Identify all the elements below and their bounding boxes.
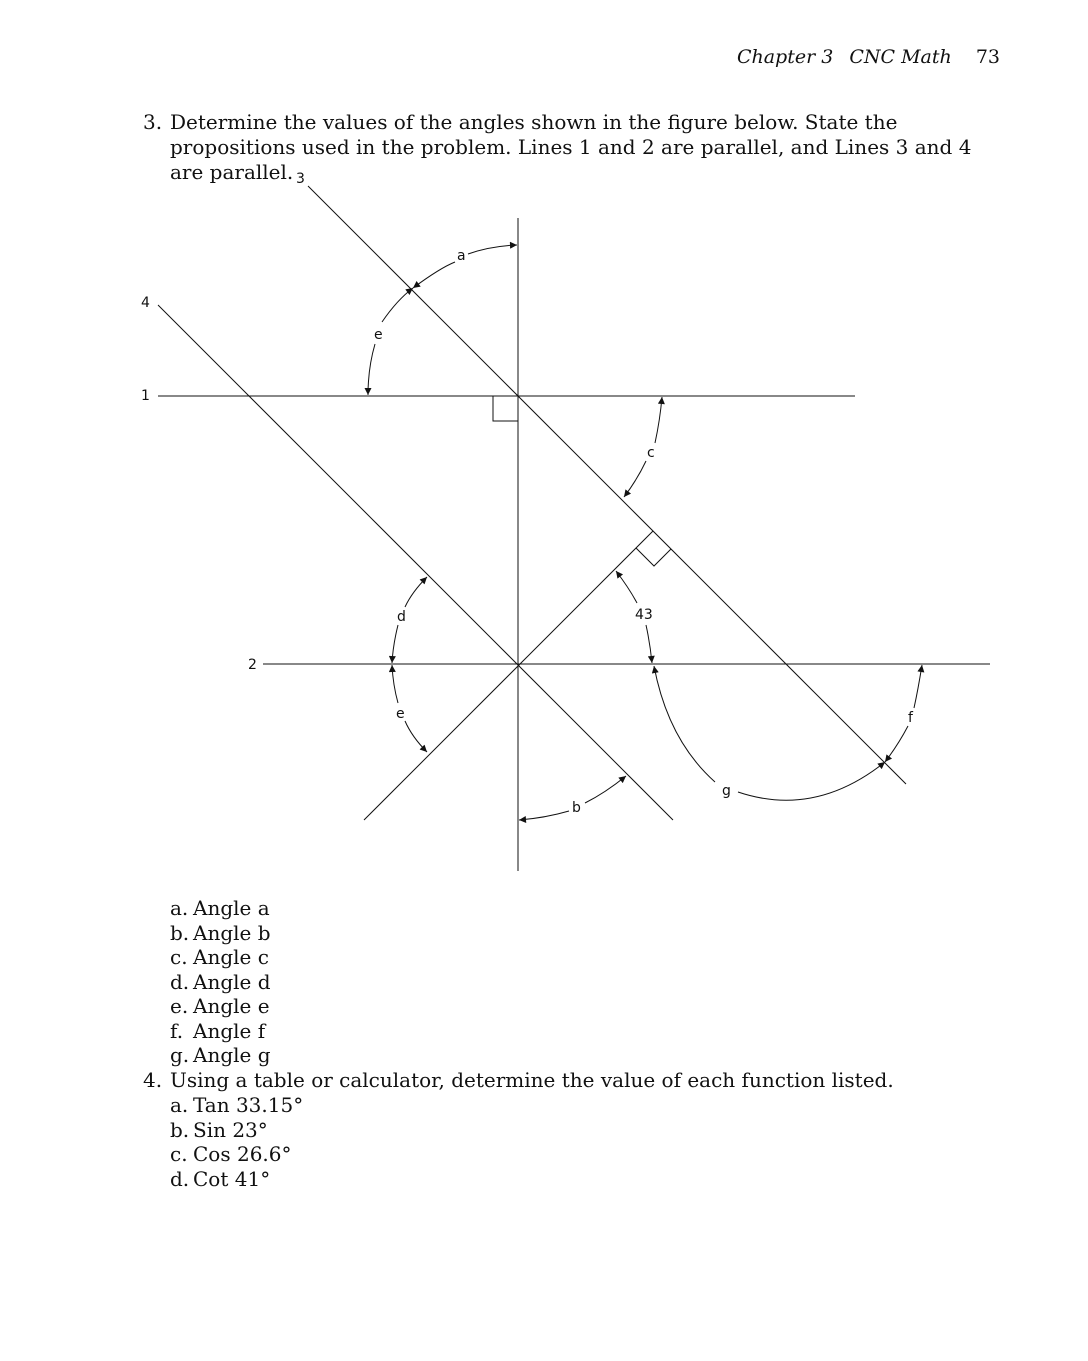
problem-number: 4. — [143, 1068, 163, 1092]
list-item — [170, 945, 271, 970]
arc-d — [392, 625, 398, 663]
arc-e-lower — [405, 721, 427, 752]
arc-a — [468, 245, 517, 254]
problem-text: Using a table or calculator, determine the value of each function listed. — [170, 1068, 894, 1092]
item-text: Angle d — [193, 969, 271, 994]
line-4 — [158, 305, 673, 820]
item-text: Angle g — [193, 1043, 271, 1067]
problem-4-items — [170, 1093, 303, 1191]
item-text: Angle a — [193, 896, 270, 920]
list-item — [170, 970, 271, 995]
item-text: Tan 33.15° — [193, 1093, 304, 1117]
line-label-3: 3 — [296, 171, 305, 187]
line-label-2: 2 — [248, 657, 257, 673]
angle-label-e-lower: e — [396, 706, 405, 722]
item-label: b. — [170, 920, 190, 945]
problem-4 — [143, 1068, 1003, 1093]
item-label: d. — [170, 1166, 190, 1191]
line-label-1: 1 — [141, 388, 150, 404]
item-label: d. — [170, 969, 190, 994]
arc-43 — [616, 571, 637, 603]
angle-label-d: d — [397, 609, 406, 625]
arc-d — [405, 577, 427, 607]
item-text: Angle f — [193, 1018, 266, 1043]
item-label: g. — [170, 1043, 190, 1067]
problem-3-items — [170, 896, 271, 1068]
perpendicular-line — [364, 531, 653, 820]
list-item — [170, 994, 271, 1019]
arc-c — [624, 461, 646, 497]
angle-label-43: 43 — [635, 607, 653, 623]
arc-b — [519, 811, 569, 820]
chapter-label: Chapter 3 — [736, 46, 834, 68]
list-item — [170, 1167, 303, 1192]
list-item — [170, 1093, 303, 1118]
item-label: c. — [170, 945, 188, 969]
item-label: c. — [170, 1142, 188, 1166]
item-text: Sin 23° — [193, 1117, 268, 1142]
list-item — [170, 896, 271, 921]
arc-a — [413, 262, 455, 288]
list-item — [170, 921, 271, 946]
item-text: Angle e — [193, 994, 270, 1018]
arc-e-upper — [368, 344, 375, 395]
item-label: a. — [170, 1093, 189, 1117]
arc-g — [654, 666, 715, 782]
item-text: Angle b — [193, 920, 271, 945]
chapter-title: CNC Math — [849, 46, 952, 68]
item-text: Cot 41° — [193, 1166, 271, 1191]
angle-label-a: a — [457, 248, 466, 264]
arc-c — [655, 397, 662, 443]
arc-f — [885, 726, 908, 762]
list-item — [170, 1019, 271, 1044]
list-item — [170, 1043, 271, 1068]
problem-number: 3. — [143, 110, 163, 134]
arc-e-upper — [382, 288, 413, 322]
problem-text: Determine the values of the angles shown in the figure below. State the propositions used in the problem. Lines 1 and 2 are parallel, and Lines 3 and 4 are parallel. — [170, 110, 972, 184]
line-3 — [308, 186, 906, 784]
item-label: e. — [170, 994, 189, 1018]
item-label: f. — [170, 1018, 184, 1043]
item-label: a. — [170, 896, 189, 920]
line-label-4: 4 — [141, 295, 150, 311]
item-text: Angle c — [193, 945, 269, 969]
angle-label-f: f — [908, 710, 913, 726]
angle-label-b: b — [572, 800, 581, 816]
arc-b — [585, 776, 626, 803]
angle-label-g: g — [722, 783, 731, 799]
page-number: 73 — [975, 46, 1000, 68]
angle-label-e-upper: e — [374, 327, 383, 343]
angle-label-c: c — [647, 445, 655, 461]
right-angle-marker-top — [493, 396, 518, 421]
list-item — [170, 1118, 303, 1143]
arc-f — [914, 665, 922, 708]
item-text: Cos 26.6° — [193, 1142, 292, 1166]
item-label: b. — [170, 1117, 190, 1142]
arc-g — [738, 762, 885, 800]
arc-e-lower — [392, 665, 398, 703]
arc-43 — [646, 625, 652, 663]
right-angle-marker-diag — [636, 548, 671, 566]
list-item — [170, 1142, 303, 1167]
